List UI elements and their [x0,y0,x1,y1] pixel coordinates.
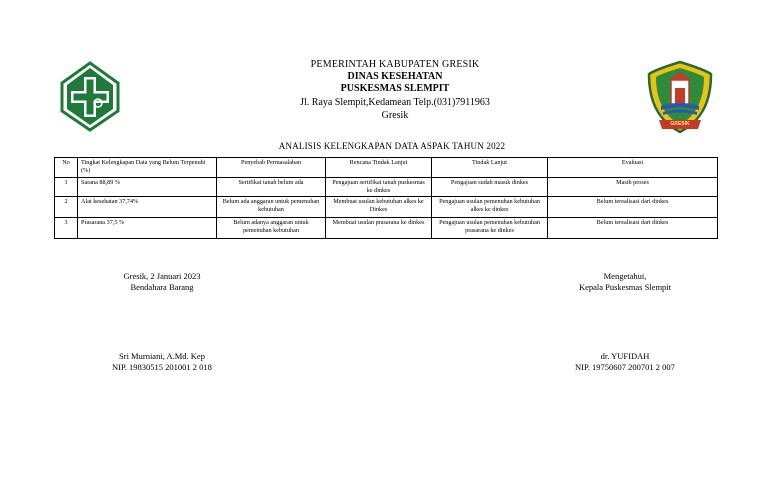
right-signer-name: dr. YUFIDAH [600,351,650,361]
right-signer-nip: NIP. 19750607 200701 2 007 [575,362,675,372]
document-title: ANALISIS KELENGKAPAN DATA ASPAK TAHUN 2022 [278,141,506,151]
cell-completeness: Sarana 88,89 % [78,178,217,197]
cell-completeness: Alat kesehatan 37,74% [78,197,217,218]
cell-evaluation: Belum terealisasi dari dinkes [548,218,718,239]
cell-plan: Membuat usulan kebutuhan alkes ke Dinkes [326,197,432,218]
cell-action: Pengajuan usulan pemenuhan kebutuhan prasarana ke dinkes [432,218,548,239]
table-row [55,218,718,239]
city: Gresik [381,110,409,121]
header-plan: Rencana Tindak Lanjut [326,158,432,178]
table-row [55,178,718,197]
cell-cause: Belum ada anggaran untuk pemenuhan kebutuhan [217,197,326,218]
table-row [55,197,718,218]
cell-evaluation: Masih proses [548,178,718,197]
header-evaluation: Evaluasi [548,158,718,178]
puskesmas-logo-icon [60,61,120,132]
right-signer [540,351,710,373]
government-name: PEMERINTAH KABUPATEN GRESIK [310,59,480,70]
acknowledge-label: Mengetahui, [603,271,647,281]
left-signer [92,351,232,373]
table-header-row [55,158,718,178]
cell-plan: Pengajuan sertifikat tanah puskesmas ke dinkes [326,178,432,197]
cell-completeness: Prasarana 37,5 % [78,218,217,239]
department-name: DINAS KESEHATAN [347,71,443,82]
right-signer-role: Kepala Puskesmas Slempit [578,282,672,292]
cell-no: 3 [55,218,78,239]
place-date: Gresik, 2 Januari 2023 [123,271,201,281]
address-phone: Jl. Raya Slempit,Kedamean Telp.(031)7911963 [300,97,490,108]
left-signature-block [92,271,232,293]
cell-action: Pengajuan usulan pemenuhan kebutuhan alkes ke dinkes [432,197,548,218]
analysis-table [54,157,718,239]
right-signature-block [540,271,710,293]
left-signer-nip: NIP. 19830515 201001 2 018 [112,362,212,372]
emblem-banner-text: GRESIK [670,121,690,127]
cell-plan: Membuat usulan prasarana ke dinkes [326,218,432,239]
cell-no: 1 [55,178,78,197]
header-no: No [55,158,78,178]
cell-cause: Belum adanya anggaran untuk pemenuhan kebutuhan [217,218,326,239]
header-cause: Penyebab Permasalahan [217,158,326,178]
header-action: Tindak Lanjut [432,158,548,178]
left-signer-role: Bendahara Barang [130,282,194,292]
puskesmas-name: PUSKESMAS SLEMPIT [340,83,450,94]
cell-no: 2 [55,197,78,218]
left-signer-name: Sri Murniani, A.Md. Kep [119,351,205,361]
cell-action: Pengajuan sudah masuk dinkes [432,178,548,197]
cell-evaluation: Belum terealisasi dari dinkes [548,197,718,218]
letterhead [200,59,590,122]
gresik-emblem-icon [645,60,715,134]
cell-cause: Sertifikat tanah belum ada [217,178,326,197]
header-completeness: Tingkat Kelengkapan Data yang Belum Terpenuhi (%) [78,158,217,178]
